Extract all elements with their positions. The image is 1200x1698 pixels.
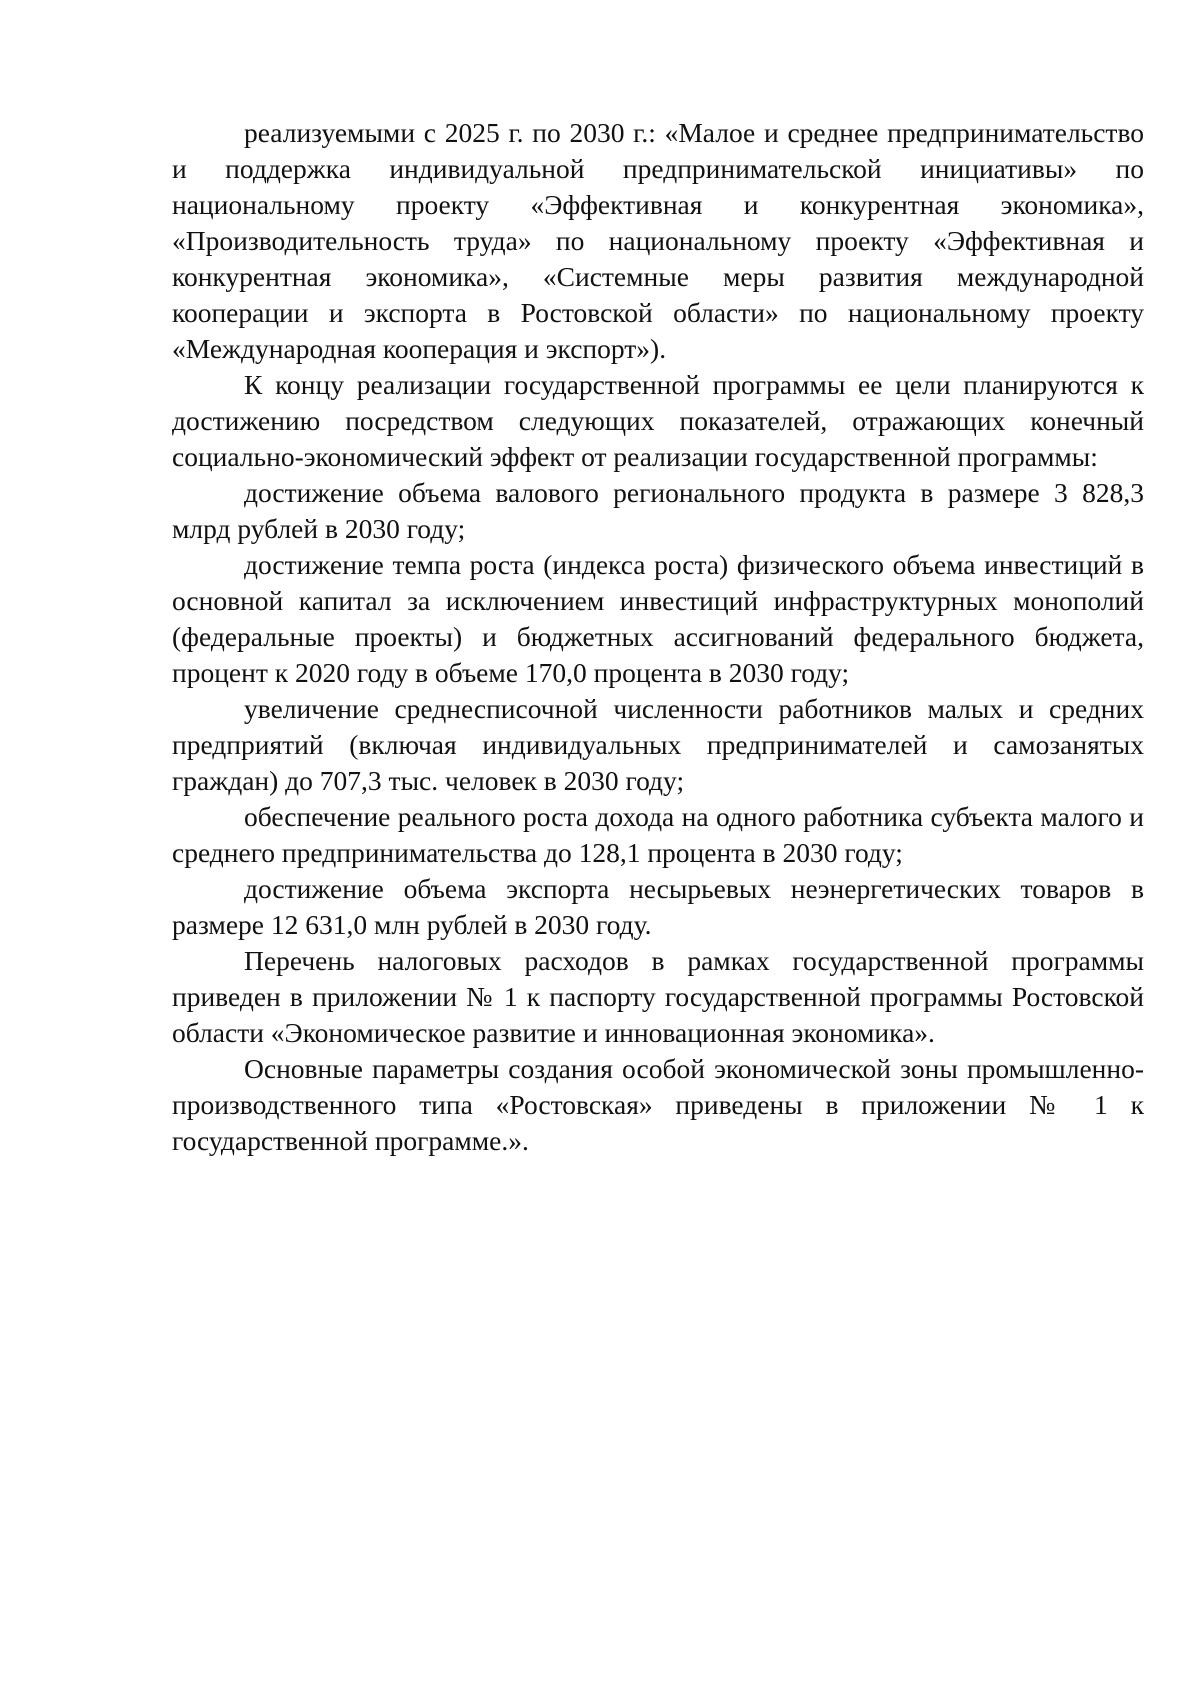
paragraph-income-indicator: обеспечение реального роста дохода на одного работника субъекта малого и среднего предпринимательства до 128,1 процента в 2030 году; — [172, 801, 1144, 868]
paragraph-grp-indicator: достижение объема валового регионального продукта в размере 3 828,3 млрд рублей в 2030 году; — [172, 477, 1144, 544]
paragraph-investment-indicator: достижение темпа роста (индекса роста) физического объема инвестиций в основной капитал за исключением инвестиций инфраструктурных монополий (федеральные проекты) и бюджетных ассигнований федерального бюджета, процент к 2020 году в объеме 170,0 процента в 2030 году; — [172, 549, 1144, 688]
paragraph-export-indicator: достижение объема экспорта несырьевых неэнергетических товаров в размере 12 631,0 млн рублей в 2030 году. — [172, 873, 1144, 940]
document-body — [172, 115, 1144, 1159]
paragraph-programs-list: реализуемыми с 2025 г. по 2030 г.: «Малое и среднее предпринимательство и поддержка индивидуальной предпринимательской инициативы» по национальному проекту «Эффективная и конкурентная экономика», «Производительность труда» по национальному проекту «Эффективная и конкурентная экономика», «Системные меры развития международной кооперации и экспорта в Ростовской области» по национальному проекту «Международная кооперация и экспорт»). — [172, 117, 1144, 364]
paragraph-indicators-intro: К концу реализации государственной программы ее цели планируются к достижению посредством следующих показателей, отражающих конечный социально-экономический эффект от реализации государственной программы: — [172, 369, 1144, 472]
paragraph-tax-expenditures: Перечень налоговых расходов в рамках государственной программы приведен в приложении № 1 к паспорту государственной программы Ростовской области «Экономическое развитие и инновационная экономика». — [172, 945, 1144, 1048]
paragraph-special-economic-zone: Основные параметры создания особой экономической зоны промышленно-производственного типа «Ростовская» приведены в приложении № 1 к государственной программе.». — [172, 1053, 1144, 1156]
paragraph-employment-indicator: увеличение среднесписочной численности работников малых и средних предприятий (включая индивидуальных предпринимателей и самозанятых граждан) до 707,3 тыс. человек в 2030 году; — [172, 693, 1144, 796]
